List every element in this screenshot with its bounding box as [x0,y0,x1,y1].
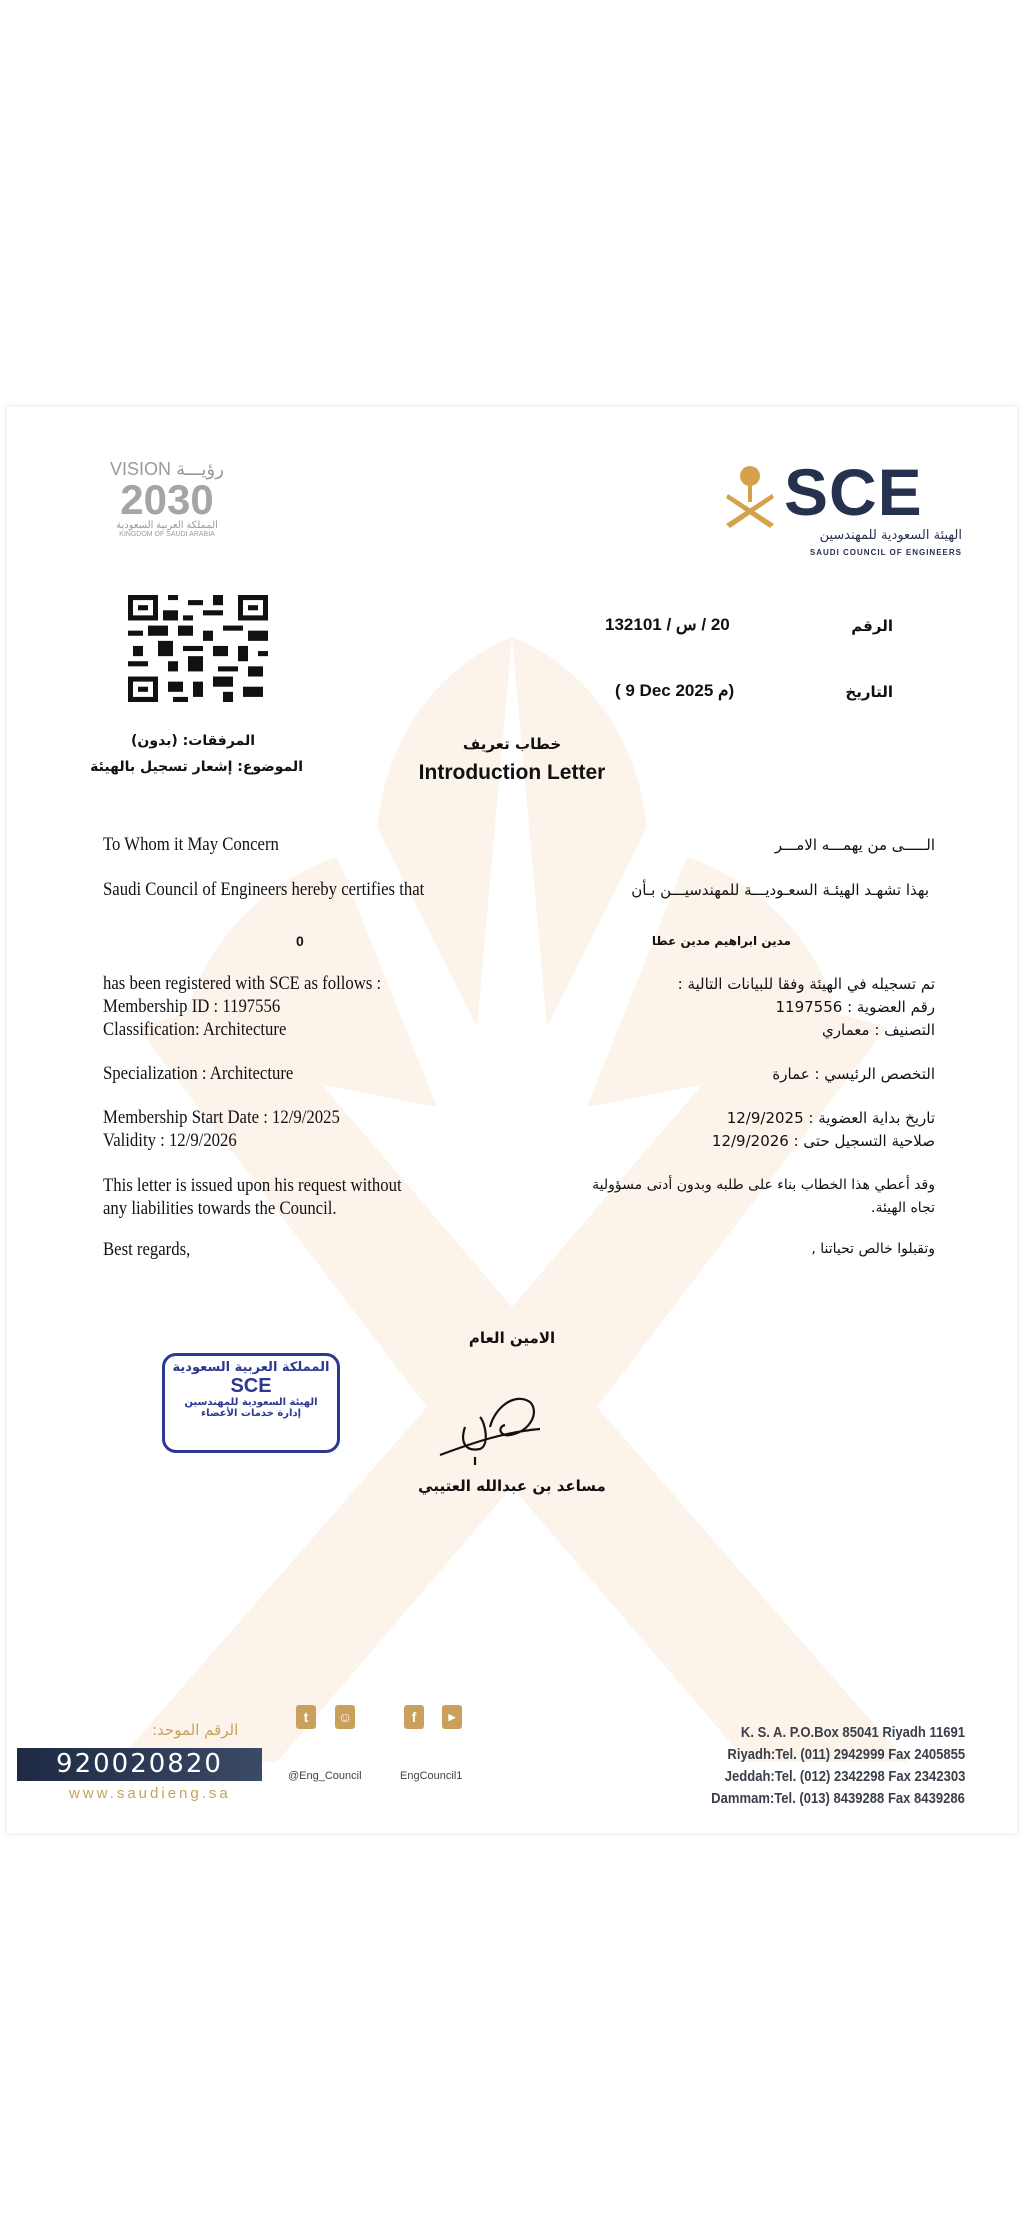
certifies-ar: بهذا تشهـد الهيئـة السعـوديـــة للمهندسيـــن بـأن [631,881,929,899]
date-value: ( 9 Dec 2025 م) [615,681,735,700]
validity-en: Validity : 12/9/2026 [103,1130,237,1151]
vision-logo-title: VISION رؤيـــة [110,459,224,479]
member-name-ar: مدين ابراهيم مدين عطا [651,934,791,948]
vision-logo-year: 2030 [120,476,214,523]
address-line: Dammam:Tel. (013) 8439288 Fax 8439286 [711,1791,965,1807]
signatory-name: مساعد بن عبدالله العتيبي [418,1477,606,1495]
sce-logo [722,455,962,562]
specialization-ar: التخصص الرئيسي : عمارة [772,1065,935,1083]
twitter-icon[interactable]: t [296,1705,316,1729]
issued-line1-en: This letter is issued upon his request without [103,1175,402,1196]
registered-ar: تم تسجيله في الهيئة وفقا للبيانات التالية : [677,975,935,993]
title-arabic: خطاب تعريف [462,735,562,753]
certifies-en: Saudi Council of Engineers hereby certifies that [103,879,425,900]
vision-logo-arabic: المملكة العربية السعودية [116,520,218,531]
sce-logo-mark: SCE [784,455,923,529]
letter-page [7,407,1017,1833]
hotline-label: الرقم الموحد: [152,1721,239,1739]
facebook-icon[interactable]: f [404,1705,424,1729]
issued-line1-ar: وقد أعطي هذا الخطاب بناء على طلبه وبدون أدنى مسؤولية [592,1177,935,1193]
sce-logo-arabic: الهيئة السعودية للمهندسين [819,528,962,543]
greeting-ar: الـــــى من يهمـــه الامـــر [774,836,935,854]
social-handle-twitter[interactable]: @Eng_Council [288,1770,362,1782]
official-stamp [162,1353,340,1453]
stamp-mark: SCE [230,1375,272,1397]
classification-ar: التصنيف : معماري [822,1021,935,1039]
member-name-en: 0 [296,933,304,949]
signature-scribble [435,1387,545,1467]
address-line: Jeddah:Tel. (012) 2342298 Fax 2342303 [724,1769,965,1785]
ref-number-label: الرقم [851,617,893,635]
address-line: Riyadh:Tel. (011) 2942999 Fax 2405855 [727,1747,965,1763]
specialization-en: Specialization : Architecture [103,1063,294,1084]
regards-ar: وتقبلوا خالص تحياتنا , [811,1241,935,1257]
qr-code[interactable] [128,595,268,702]
registered-en: has been registered with SCE as follows : [103,973,382,994]
stamp-line2: الهيئة السعودية للمهندسين [184,1397,318,1408]
stamp-line1: المملكة العربية السعودية [172,1360,330,1375]
membership-id-ar: رقم العضوية : 1197556 [775,998,935,1016]
website-link[interactable]: www.saudieng.sa [69,1785,231,1802]
start-date-ar: تاريخ بداية العضوية : 12/9/2025 [726,1109,935,1127]
hotline-number[interactable]: 920020820 [17,1748,262,1781]
validity-ar: صلاحية التسجيل حتى : 12/9/2026 [711,1132,935,1150]
title-english: Introduction Letter [418,761,606,784]
vision-logo-english: KINGDOM OF SAUDI ARABIA [119,531,215,538]
issued-line2-en: any liabilities towards the Council. [103,1198,337,1219]
stamp-line3: إدارة خدمات الأعضاء [200,1408,301,1419]
date-label: التاريخ [845,683,893,701]
ref-number-value: 20 / س / 132101 [605,615,730,634]
greeting-en: To Whom it May Concern [103,834,279,855]
start-date-en: Membership Start Date : 12/9/2025 [103,1107,340,1128]
palm-swords-icon [722,464,778,530]
address-line: K. S. A. P.O.Box 85041 Riyadh 11691 [740,1725,965,1741]
classification-en: Classification: Architecture [103,1019,287,1040]
social-handle-facebook[interactable]: EngCouncil1 [400,1770,463,1782]
attachments-text: المرفقات: (بدون) [131,733,255,749]
subject-text: الموضوع: إشعار تسجيل بالهيئة [90,759,303,775]
sce-logo-english: SAUDI COUNCIL OF ENGINEERS [809,548,962,557]
signatory-title: الامين العام [468,1329,556,1347]
membership-id-en: Membership ID : 1197556 [103,996,281,1017]
vision-2030-logo [92,459,242,559]
youtube-icon[interactable]: ▶ [442,1705,462,1729]
regards-en: Best regards, [103,1239,191,1260]
snapchat-icon[interactable]: ☺ [335,1705,355,1729]
issued-line2-ar: تجاه الهيئة. [871,1200,935,1216]
